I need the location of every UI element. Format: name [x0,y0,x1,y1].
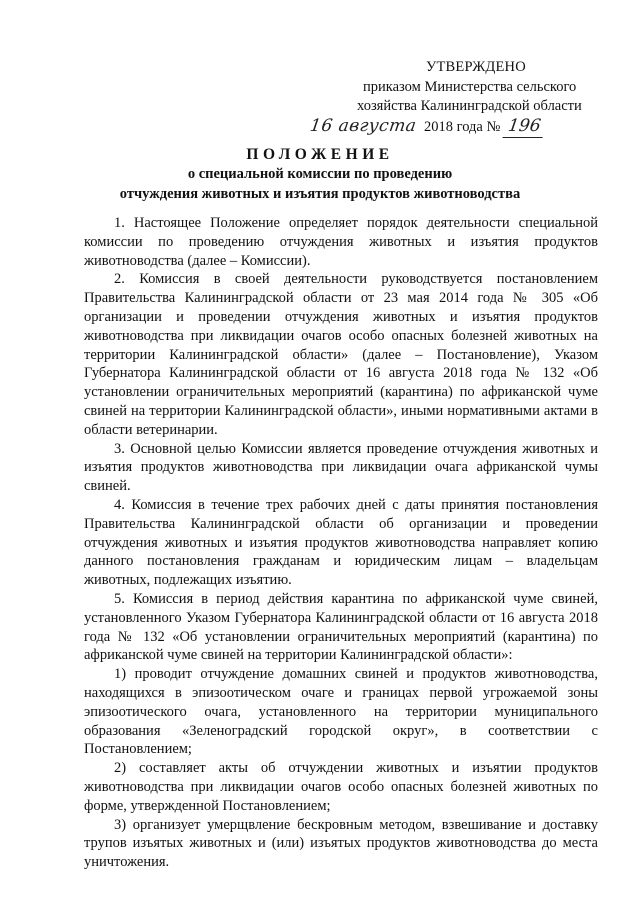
approval-date-line [310,117,545,138]
document-title: ПОЛОЖЕНИЕ [246,146,394,163]
approval-order-line: приказом Министерства сельского [363,78,577,95]
document-subtitle [0,165,640,204]
paragraph-5: 5. Комиссия в период действия карантина по африканской чуме свиней, установленного Указом Губернатора Калининградской области от 16 августа 2018 года № 132 «Об установлении ограничительных мероприятий (карантина) по африканской чуме свиней на территории Калининградской области»: [84,590,598,664]
approval-ministry-line: хозяйства Калининградской области [357,98,582,114]
subtitle-line-2: отчуждения животных и изъятия продуктов животноводства [119,185,521,202]
document-body [84,214,598,872]
approval-block [0,58,640,138]
approval-heading: УТВЕРЖДЕНО [426,59,526,75]
paragraph-4: 4. Комиссия в течение трех рабочих дней с даты принятия постановления Правительства Калининградской области об организации и проведении отчуждения животных и изъятия продуктов животноводства направляет копию данного постановления гражданам и юридическим лицам – владельцам животных, подлежащих изъятию. [84,496,598,589]
subtitle-line-1: о специальной комиссии по проведению [187,166,453,182]
handwritten-date: 16 августа [308,115,418,136]
paragraph-2: 2. Комиссия в своей деятельности руководствуется постановлением Правительства Калининградской области от 23 мая 2014 года № 305 «Об организации и проведении отчуждения животных и изъятия продуктов животноводства при ликвидации очагов особо опасных болезней животных на территории Калининградской области» (далее – Постановление), Указом Губернатора Калининградской области от 16 августа 2018 года № 132 «Об установлении ограничительных мероприятий (карантина) по африканской чуме свиней на территории Калининградской области», иными нормативными актами в области ветеринарии. [84,271,598,438]
paragraph-5-item-1: 1) проводит отчуждение домашних свиней и продуктов животноводства, находящихся в эпизоотическом очаге и границах первой угрожаемой зоны эпизоотического очага, установленного на территории муниципального образования «Зеленоградский городской округ», в соответствии с Постановлением; [84,666,598,758]
paragraph-5-item-3: 3) организует умерщвление бескровным методом, взвешивание и доставку трупов изъятых животных и (или) изъятых продуктов животноводства до места уничтожения. [84,816,598,871]
paragraph-1: 1. Настоящее Положение определяет порядок деятельности специальной комиссии по проведению отчуждения животных и изъятия продуктов животноводства (далее – Комиссии). [84,215,598,269]
paragraph-5-item-2: 2) составляет акты об отчуждении животных и изъятии продуктов животноводства при ликвидации очагов особо опасных болезней животных по форме, утвержденной Постановлением; [84,760,598,814]
approval-year-text: 2018 года № [424,118,501,135]
handwritten-order-number: 196 [503,117,546,138]
paragraph-3: 3. Основной целью Комиссии является проведение отчуждения животных и изъятия продуктов животноводства при ликвидации очага африканской чумы свиней. [84,440,598,495]
